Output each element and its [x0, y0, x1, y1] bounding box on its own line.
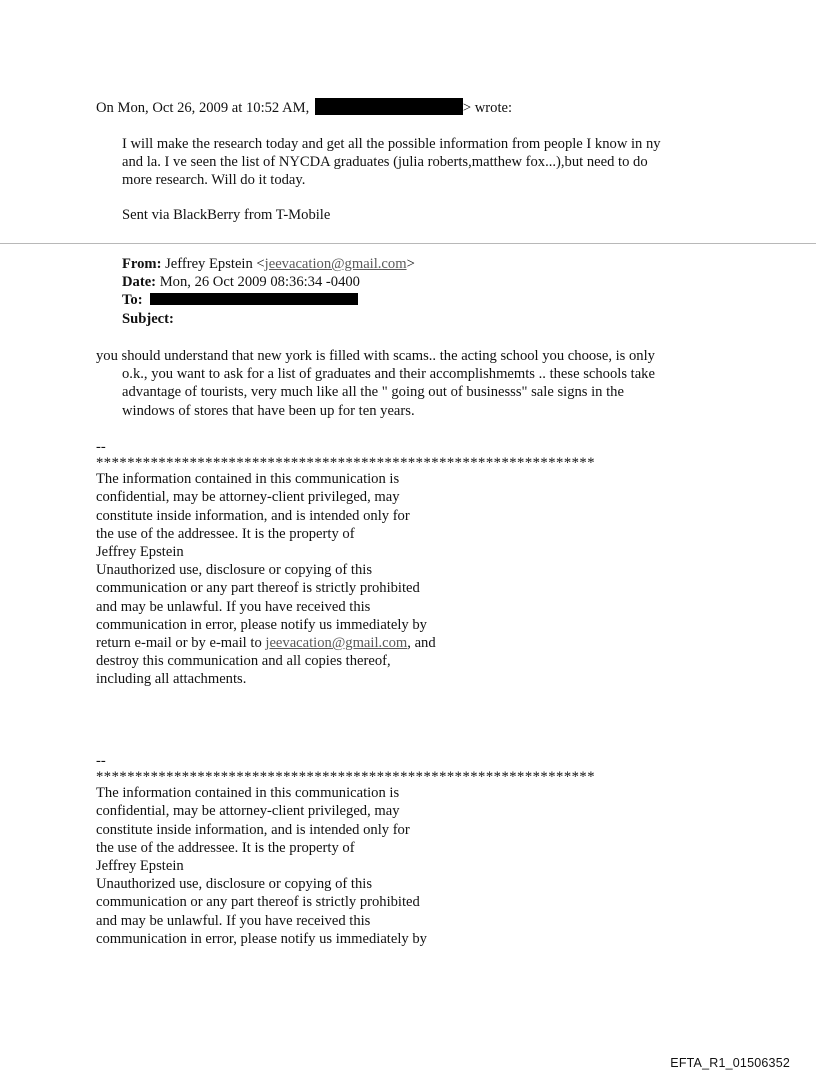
- from-email-link[interactable]: jeevacation@gmail.com: [264, 256, 407, 272]
- date-label: Date:: [122, 274, 157, 291]
- reply-line: more research. Will do it today.: [122, 172, 306, 189]
- disclaimer-line: Unauthorized use, disclosure or copying of this: [96, 876, 373, 893]
- blackberry-signature: Sent via BlackBerry from T-Mobile: [122, 207, 331, 223]
- disclaimer-block-repeat: [96, 752, 595, 948]
- disclaimer-dashes: --: [96, 439, 106, 455]
- to-label: To:: [122, 292, 143, 309]
- disclaimer-line: communication in error, please notify us immediately by: [96, 930, 427, 947]
- disclaimer-line: confidential, may be attorney-client privileged, may: [96, 803, 400, 820]
- body-line: advantage of tourists, very much like all the " going out of businesss" sale signs in the: [122, 384, 624, 401]
- reply-line: I will make the research today and get all the possible information from people I know in ny: [122, 136, 661, 152]
- from-name: Jeffrey Epstein <: [165, 256, 265, 272]
- disclaimer-line: destroy this communication and all copies thereof,: [96, 653, 391, 670]
- disclaimer-dashes: --: [96, 753, 106, 769]
- from-row: [122, 255, 415, 273]
- document-id: EFTA_R1_01506352: [670, 1056, 790, 1070]
- disclaimer-line: communication or any part thereof is strictly prohibited: [96, 894, 420, 911]
- body-line: windows of stores that have been up for ten years.: [122, 402, 415, 419]
- original-message-header: [122, 255, 415, 328]
- subject-row: [122, 310, 415, 328]
- disclaimer-block: [96, 438, 595, 689]
- disclaimer-stars: ****************************************************************: [96, 769, 595, 786]
- disclaimer-line: confidential, may be attorney-client privileged, may: [96, 489, 400, 506]
- from-close: >: [406, 256, 415, 272]
- email-line-suffix: , and: [407, 635, 436, 652]
- to-row: [122, 291, 415, 309]
- from-label: From:: [122, 256, 162, 272]
- disclaimer-email-link[interactable]: jeevacation@gmail.com: [265, 635, 408, 652]
- email-line-prefix: return e-mail or by e-mail to: [96, 635, 266, 652]
- disclaimer-line: and may be unlawful. If you have received this: [96, 598, 371, 615]
- redacted-sender: [315, 98, 463, 115]
- reply-header-prefix: On Mon, Oct 26, 2009 at 10:52 AM,: [96, 100, 310, 116]
- reply-header-suffix: > wrote:: [462, 100, 513, 116]
- date-value: Mon, 26 Oct 2009 08:36:34 -0400: [159, 274, 360, 291]
- disclaimer-line: communication in error, please notify us immediately by: [96, 616, 427, 633]
- disclaimer-email-line: [96, 634, 595, 652]
- body-line: you should understand that new york is filled with scams.. the acting school you choose, is only: [96, 348, 655, 364]
- subject-label: Subject:: [122, 310, 174, 327]
- disclaimer-line: Jeffrey Epstein: [96, 544, 184, 561]
- disclaimer-line: the use of the addressee. It is the property of: [96, 525, 355, 542]
- disclaimer-line: constitute inside information, and is intended only for: [96, 507, 410, 524]
- disclaimer-line: The information contained in this communication is: [96, 785, 400, 802]
- disclaimer-line: constitute inside information, and is intended only for: [96, 821, 410, 838]
- disclaimer-line: the use of the addressee. It is the property of: [96, 839, 355, 856]
- reply-line: and la. I ve seen the list of NYCDA graduates (julia roberts,matthew fox...),but need to do: [122, 154, 648, 171]
- disclaimer-line: Unauthorized use, disclosure or copying of this: [96, 562, 373, 579]
- disclaimer-line: Jeffrey Epstein: [96, 858, 184, 875]
- message-divider: [0, 243, 816, 244]
- reply-body: [122, 135, 661, 190]
- date-row: [122, 273, 415, 291]
- original-message-body: [96, 347, 655, 420]
- disclaimer-line: The information contained in this communication is: [96, 471, 400, 488]
- redacted-recipient: [150, 293, 358, 305]
- disclaimer-line: including all attachments.: [96, 671, 247, 688]
- reply-header: [96, 98, 512, 117]
- disclaimer-line: communication or any part thereof is strictly prohibited: [96, 580, 420, 597]
- body-line: o.k., you want to ask for a list of graduates and their accomplishmemts .. these schools take: [122, 366, 655, 383]
- disclaimer-stars: ****************************************************************: [96, 455, 595, 472]
- disclaimer-line: and may be unlawful. If you have received this: [96, 912, 371, 929]
